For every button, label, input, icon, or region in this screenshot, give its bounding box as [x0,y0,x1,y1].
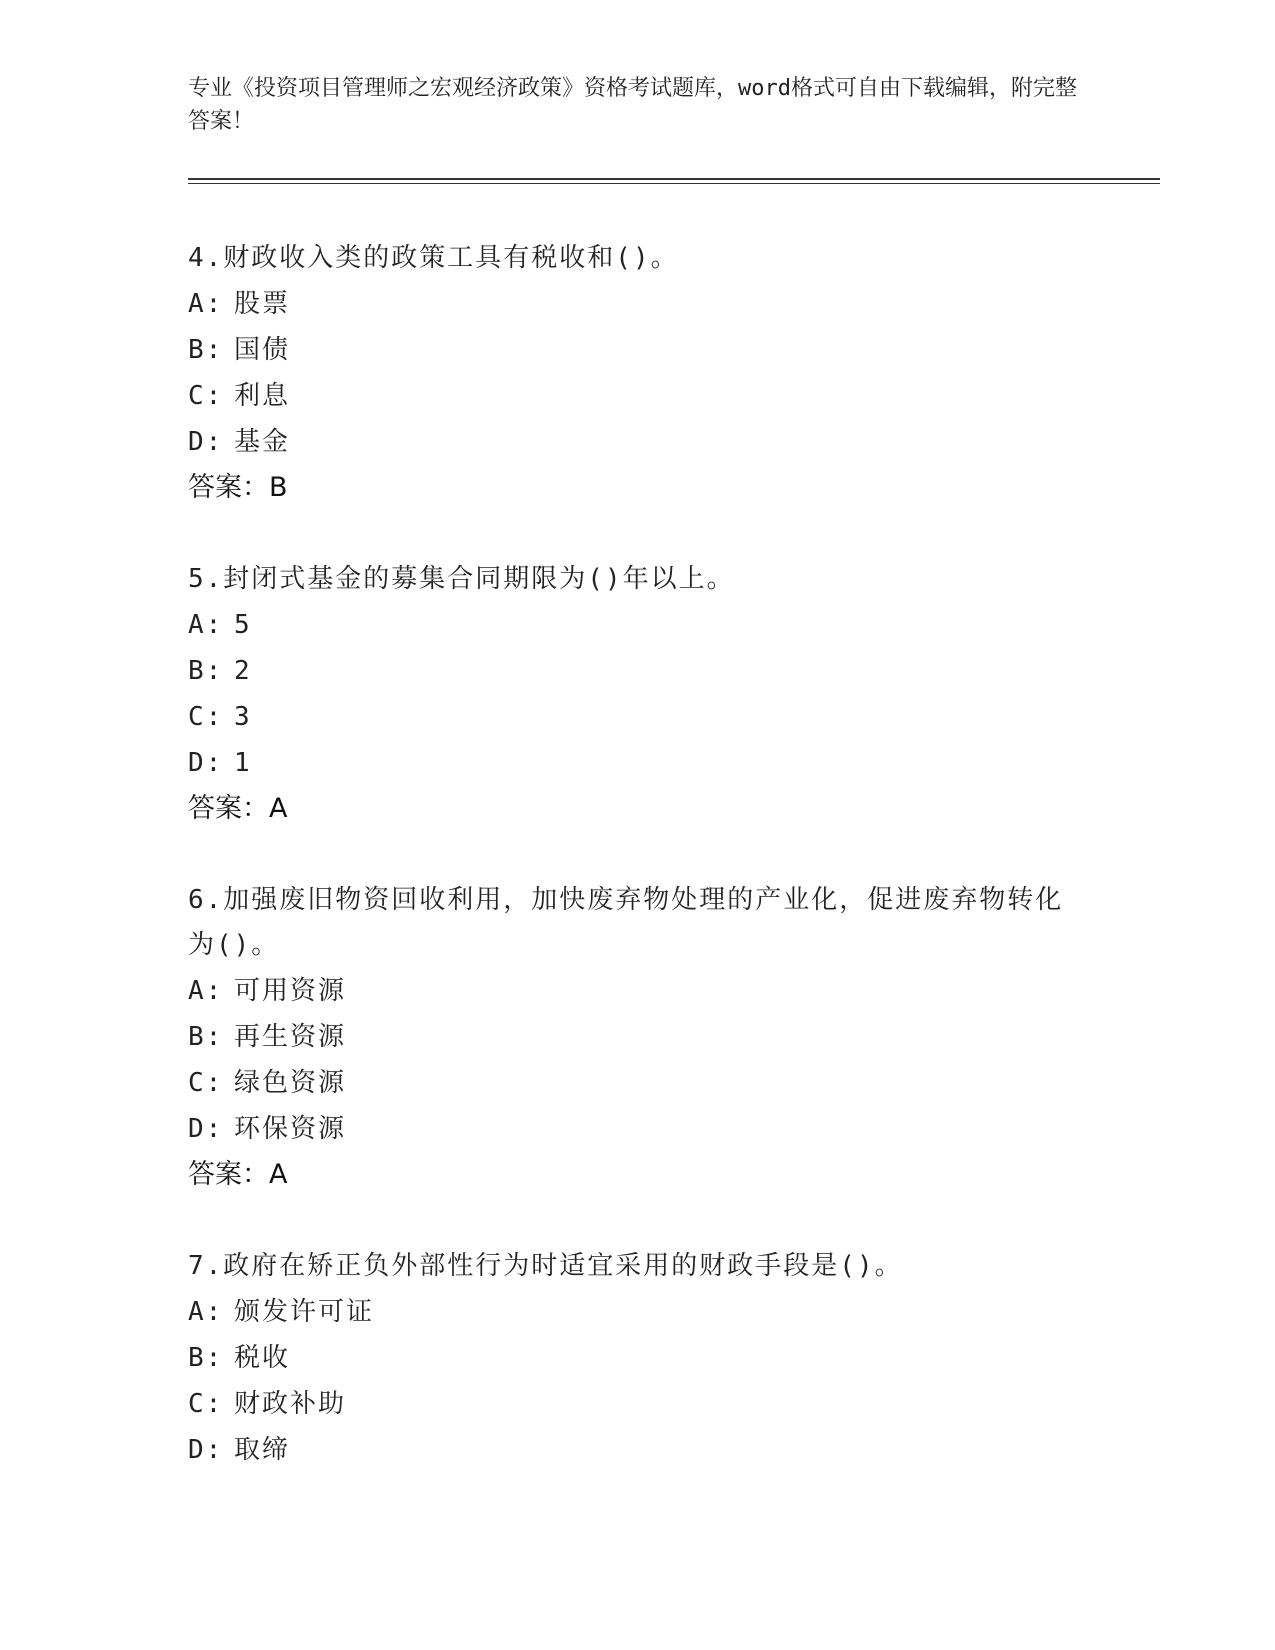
answer-line: 答案：A [188,1159,288,1190]
option-a [188,281,1088,327]
question-6 [188,878,1088,1198]
header-divider-thick [188,178,1160,180]
question-list [188,236,1088,1473]
option-text: 1 [234,748,252,778]
option-d [188,419,1088,465]
option-text: 基金 [234,427,291,457]
option-c [188,694,1088,740]
document-header: 专业《投资项目管理师之宏观经济政策》资格考试题库，word格式可自由下载编辑，附完整答案！ [188,76,1077,134]
option-label: A: [188,289,224,319]
question-4 [188,236,1088,511]
option-b [188,327,1088,373]
option-label: D: [188,748,224,778]
option-c [188,373,1088,419]
option-label: A: [188,1297,224,1327]
option-d [188,740,1088,786]
question-7 [188,1244,1088,1473]
option-b [188,648,1088,694]
option-d [188,1106,1088,1152]
question-stem: 6.加强废旧物资回收利用，加快废弃物处理的产业化，促进废弃物转化为()。 [188,885,1064,960]
option-label: A: [188,610,224,640]
option-text: 环保资源 [234,1114,347,1144]
option-label: D: [188,1114,224,1144]
question-stem: 5.封闭式基金的募集合同期限为()年以上。 [188,564,735,594]
option-label: B: [188,335,224,365]
option-text: 利息 [234,381,291,411]
option-text: 绿色资源 [234,1068,347,1098]
option-text: 股票 [234,289,291,319]
option-a [188,968,1088,1014]
option-label: C: [188,702,224,732]
option-text: 税收 [234,1343,291,1373]
option-c [188,1381,1088,1427]
option-label: B: [188,1022,224,1052]
option-label: C: [188,1389,224,1419]
option-text: 颁发许可证 [234,1297,375,1327]
answer-line: 答案：B [188,472,288,503]
header-divider-thin [188,183,1160,184]
option-label: C: [188,381,224,411]
option-text: 可用资源 [234,976,347,1006]
option-label: D: [188,427,224,457]
option-text: 3 [234,702,252,732]
question-stem: 4.财政收入类的政策工具有税收和()。 [188,243,679,273]
option-label: B: [188,1343,224,1373]
option-label: A: [188,976,224,1006]
option-label: B: [188,656,224,686]
option-text: 5 [234,610,252,640]
option-label: D: [188,1435,224,1465]
option-c [188,1060,1088,1106]
option-text: 国债 [234,335,291,365]
option-d [188,1427,1088,1473]
option-text: 2 [234,656,252,686]
question-stem: 7.政府在矫正负外部性行为时适宜采用的财政手段是()。 [188,1251,903,1281]
option-label: C: [188,1068,224,1098]
answer-line: 答案：A [188,793,288,824]
option-b [188,1014,1088,1060]
option-text: 取缔 [234,1435,291,1465]
question-5 [188,557,1088,832]
option-text: 再生资源 [234,1022,347,1052]
option-text: 财政补助 [234,1389,347,1419]
option-b [188,1335,1088,1381]
option-a [188,602,1088,648]
option-a [188,1289,1088,1335]
